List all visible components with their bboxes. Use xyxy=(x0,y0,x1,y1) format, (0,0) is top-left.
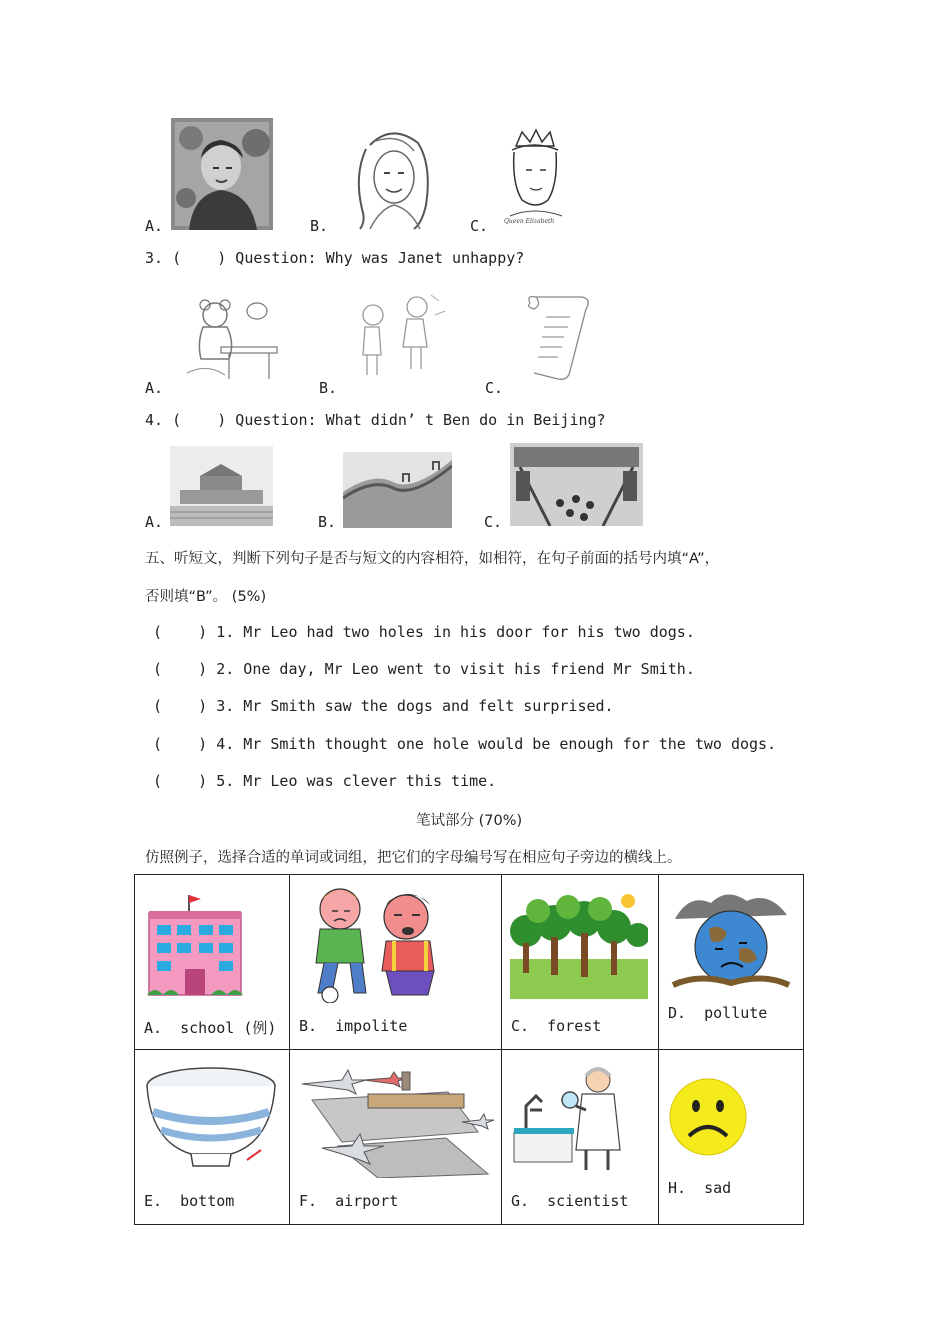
bottom-picture xyxy=(143,1064,279,1170)
forest-picture xyxy=(510,889,648,999)
written-part-title: 笔试部分 (70%) xyxy=(416,813,523,829)
q2-option-a-label: A. xyxy=(145,217,164,235)
option-d-pollute-label: D. pollute xyxy=(668,1004,768,1022)
section5-item-3: ( ) 3. Mr Smith saw the dogs and felt surprised. xyxy=(153,697,614,715)
word-picture-table xyxy=(134,874,804,1225)
school-picture xyxy=(147,893,247,998)
q2-picture-b xyxy=(340,125,445,230)
cell-forest xyxy=(502,875,659,1050)
section5-item-1: ( ) 1. Mr Leo had two holes in his door for his two dogs. xyxy=(153,623,695,641)
q4-option-c-label: C. xyxy=(484,513,503,531)
q3-option-c-label: C. xyxy=(485,379,504,397)
q2-picture-c xyxy=(500,124,570,230)
q3-picture-c xyxy=(522,293,602,383)
section5-item-2: ( ) 2. One day, Mr Leo went to visit his friend Mr Smith. xyxy=(153,660,695,678)
q4-question: 4. ( ) Question: What didn’ t Ben do in Beijing? xyxy=(145,411,606,429)
q3-picture-a xyxy=(177,293,282,383)
section5-item-5: ( ) 5. Mr Leo was clever this time. xyxy=(153,772,497,790)
cell-airport xyxy=(290,1050,502,1225)
q3-option-a-label: A. xyxy=(145,379,164,397)
cell-school xyxy=(135,875,290,1050)
q4-picture-a xyxy=(170,446,273,526)
option-b-impolite-label: B. impolite xyxy=(299,1017,408,1035)
cell-bottom xyxy=(135,1050,290,1225)
q2-option-b-label: B. xyxy=(310,217,329,235)
instruction: 仿照例子，选择合适的单词或词组，把它们的字母编号写在相应句子旁边的横线上。 xyxy=(145,850,682,866)
q4-picture-b xyxy=(343,452,452,528)
q4-option-b-label: B. xyxy=(318,513,337,531)
q3-question: 3. ( ) Question: Why was Janet unhappy? xyxy=(145,249,525,267)
cell-pollute xyxy=(659,875,804,1050)
section5-title-line1: 五、听短文，判断下列句子是否与短文的内容相符，如相符，在句子前面的括号内填“A”， xyxy=(145,551,720,567)
q2-option-c-label: C. xyxy=(470,217,489,235)
option-g-scientist-label: G. scientist xyxy=(511,1192,629,1210)
q3-option-b-label: B. xyxy=(319,379,338,397)
cell-sad xyxy=(659,1050,804,1225)
airport-picture xyxy=(298,1062,494,1178)
sad-face-picture xyxy=(667,1076,749,1158)
pollute-picture xyxy=(669,889,793,989)
section5-title-line2: 否则填“B”。 (5%) xyxy=(145,589,267,605)
option-a-school-label: A. school (例) xyxy=(144,1019,277,1037)
option-c-forest-label: C. forest xyxy=(511,1017,602,1035)
impolite-picture xyxy=(298,883,458,1003)
option-h-sad-label: H. sad xyxy=(668,1179,732,1197)
q4-option-a-label: A. xyxy=(145,513,164,531)
option-e-bottom-label: E. bottom xyxy=(144,1192,235,1210)
cell-impolite xyxy=(290,875,502,1050)
cell-scientist xyxy=(502,1050,659,1225)
q2-picture-a xyxy=(171,118,273,230)
queen-caption: Queen Elizabeth xyxy=(504,218,555,225)
q4-picture-c xyxy=(510,443,643,526)
option-f-airport-label: F. airport xyxy=(299,1192,399,1210)
section5-item-4: ( ) 4. Mr Smith thought one hole would be enough for the two dogs. xyxy=(153,735,777,753)
scientist-picture xyxy=(512,1062,632,1174)
q3-picture-b xyxy=(345,285,450,383)
